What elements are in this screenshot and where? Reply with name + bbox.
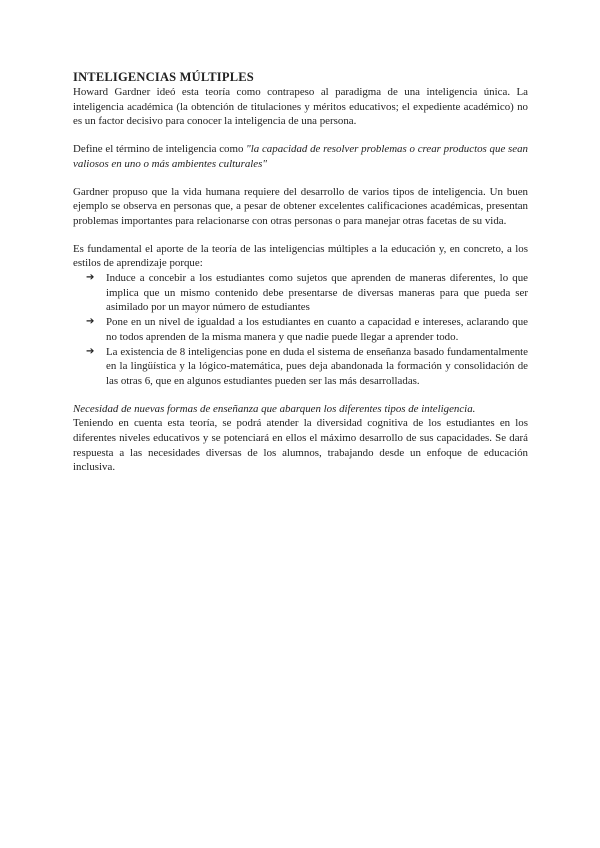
education-intro-paragraph: Es fundamental el aporte de la teoría de las inteligencias múltiples a la educación y, en concreto, a los estilos de aprendizaje porque: [73, 242, 528, 270]
document-page [73, 70, 528, 475]
gardner-paragraph: Gardner propuso que la vida humana requiere del desarrollo de varios tipos de inteligencia. Un buen ejemplo se observa en personas que, a pesar de obtener excelentes calificaciones académicas, presentan problemas importantes para relacionarse con otras personas o para manejar otras facetas de su vida. [73, 185, 528, 227]
list-item [86, 315, 528, 344]
definition-quote: "la capacidad de resolver problemas o crear productos que sean valiosos en uno o más ambientes culturales" [73, 143, 528, 170]
list-item-text: Induce a concebir a los estudiantes como sujetos que aprenden de maneras diferentes, lo que implica que un mismo contenido debe presentarse de diversas maneras para que pueda ser asimilado por un mayor número de estudiantes [106, 272, 528, 314]
list-item [86, 345, 528, 389]
list-item-text: La existencia de 8 inteligencias pone en duda el sistema de enseñanza basado fundamentalmente en la lingüística y la lógico-matemática, pues deja abandonada la formación y consolidación de las otras 6, que en algunos estudiantes pueden ser las más desarrolladas. [106, 345, 528, 387]
arrow-bullet-icon: ➔ [86, 316, 95, 328]
closing-heading: Necesidad de nuevas formas de enseñanza que abarquen los diferentes tipos de inteligencia. [73, 402, 476, 415]
reasons-list [73, 271, 528, 389]
document-title: INTELIGENCIAS MÚLTIPLES [73, 70, 254, 84]
list-item [86, 271, 528, 315]
intro-paragraph: Howard Gardner ideó esta teoría como contrapeso al paradigma de una inteligencia única. La inteligencia académica (la obtención de titulaciones y méritos educativos; el expediente académico) no es un factor decisivo para conocer la inteligencia de una persona. [73, 86, 528, 128]
definition-paragraph [73, 142, 528, 171]
arrow-bullet-icon: ➔ [86, 345, 95, 357]
closing-paragraph: Teniendo en cuenta esta teoría, se podrá atender la diversidad cognitiva de los estudiantes en los diferentes niveles educativos y se potenciará en ellos el máximo desarrollo de sus capacidades. Se dará respuesta a las necesidades diversas de los alumnos, trabajando desde un enfoque de educación inclusiva. [73, 417, 528, 474]
arrow-bullet-icon: ➔ [86, 272, 95, 284]
list-item-text: Pone en un nivel de igualdad a los estudiantes en cuanto a capacidad e intereses, aclarando que no todos aprenden de la misma manera y que nadie puede llegar a aprender todo. [106, 316, 528, 343]
definition-prefix: Define el término de inteligencia como [73, 143, 247, 156]
